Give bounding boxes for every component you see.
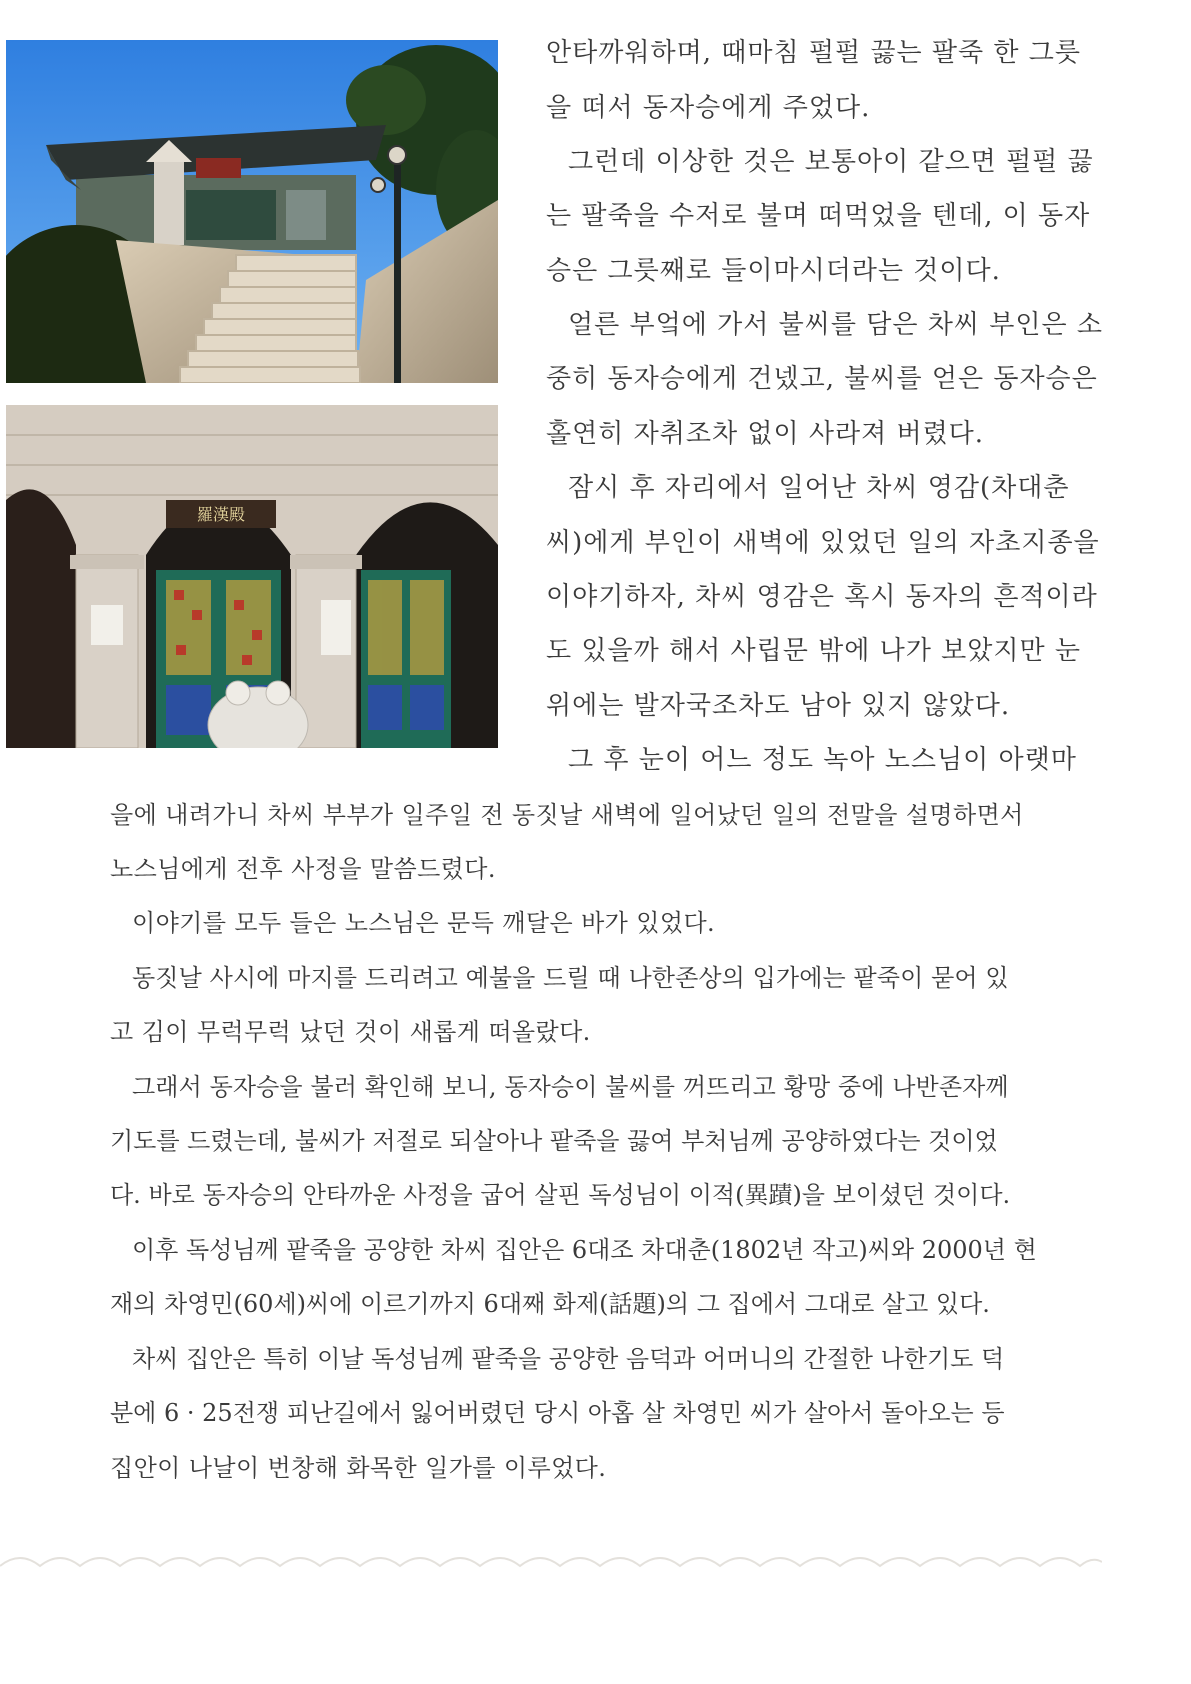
text-line: 차씨 집안은 특히 이날 독성님께 팥죽을 공양한 음덕과 어머니의 간절한 나한기도 덕: [132, 1345, 1005, 1373]
text-line: 기도를 드렸는데, 불씨가 저절로 되살아나 팥죽을 끓여 부처님께 공양하였다는 것이었: [110, 1127, 998, 1155]
text-line: 는 팔죽을 수저로 불며 떠먹었을 텐데, 이 동자: [546, 201, 1091, 231]
ornamental-border-pattern-icon: [0, 1548, 1102, 1568]
text-line: 씨)에게 부인이 새벽에 있었던 일의 자초지종을: [546, 528, 1100, 558]
text-line: 노스님에게 전후 사정을 말씀드렸다.: [110, 855, 496, 883]
svg-text:羅漢殿: 羅漢殿: [196, 505, 246, 524]
text-line: 을에 내려가니 차씨 부부가 일주일 전 동짓날 새벽에 일어났던 일의 전말을 설명하면서: [110, 801, 1024, 829]
arched-hall-photo-icon: [6, 405, 498, 748]
text-line: 다. 바로 동자승의 안타까운 사정을 굽어 살핀 독성님이 이적(異蹟)을 보이셨던 것이다.: [110, 1181, 1011, 1209]
text-line: 얼른 부엌에 가서 불씨를 담은 차씨 부인은 소: [568, 310, 1103, 340]
text-line: 잠시 후 자리에서 일어난 차씨 영감(차대춘: [568, 473, 1070, 503]
text-line: 위에는 발자국조차도 남아 있지 않았다.: [546, 691, 1011, 721]
text-line: 그 후 눈이 어느 정도 녹아 노스님이 아랫마: [568, 745, 1077, 775]
text-line: 홀연히 자취조차 없이 사라져 버렸다.: [546, 419, 985, 449]
text-line: 동짓날 사시에 마지를 드리려고 예불을 드릴 때 나한존상의 입가에는 팥죽이 묻어 있: [132, 964, 1009, 992]
temple-on-rock-photo: [6, 40, 498, 383]
text-line: 도 있을까 해서 사립문 밖에 나가 보았지만 눈: [546, 636, 1081, 666]
text-line: 이후 독성님께 팥죽을 공양한 차씨 집안은 6대조 차대춘(1802년 작고)씨와 2000년 현: [132, 1236, 1037, 1264]
text-line: 재의 차영민(60세)씨에 이르기까지 6대째 화제(話題)의 그 집에서 그대로 살고 있다.: [110, 1290, 990, 1318]
text-line: 이야기하자, 차씨 영감은 혹시 동자의 흔적이라: [546, 582, 1098, 612]
text-line: 그래서 동자승을 불러 확인해 보니, 동자승이 불씨를 꺼뜨리고 황망 중에 나반존자께: [132, 1073, 1009, 1101]
text-line: 분에 6 · 25전쟁 피난길에서 잃어버렸던 당시 아홉 살 차영민 씨가 살아서 돌아오는 등: [110, 1399, 1005, 1427]
text-line: 이야기를 모두 들은 노스님은 문득 깨달은 바가 있었다.: [132, 909, 716, 937]
text-line: 고 김이 무럭무럭 났던 것이 새롭게 떠올랐다.: [110, 1018, 591, 1046]
text-line: 그런데 이상한 것은 보통아이 같으면 펄펄 끓: [568, 147, 1094, 177]
arched-hall-photo: [6, 405, 498, 748]
text-line: 안타까워하며, 때마침 펄펄 끓는 팔죽 한 그릇: [546, 38, 1081, 68]
text-line: 중히 동자승에게 건넸고, 불씨를 얻은 동자승은: [546, 364, 1098, 394]
temple-photo-icon: [6, 40, 498, 383]
text-line: 집안이 나날이 번창해 화목한 일가를 이루었다.: [110, 1454, 607, 1482]
text-line: 승은 그릇째로 들이마시더라는 것이다.: [546, 256, 1001, 286]
text-line: 을 떠서 동자승에게 주었다.: [546, 93, 871, 123]
